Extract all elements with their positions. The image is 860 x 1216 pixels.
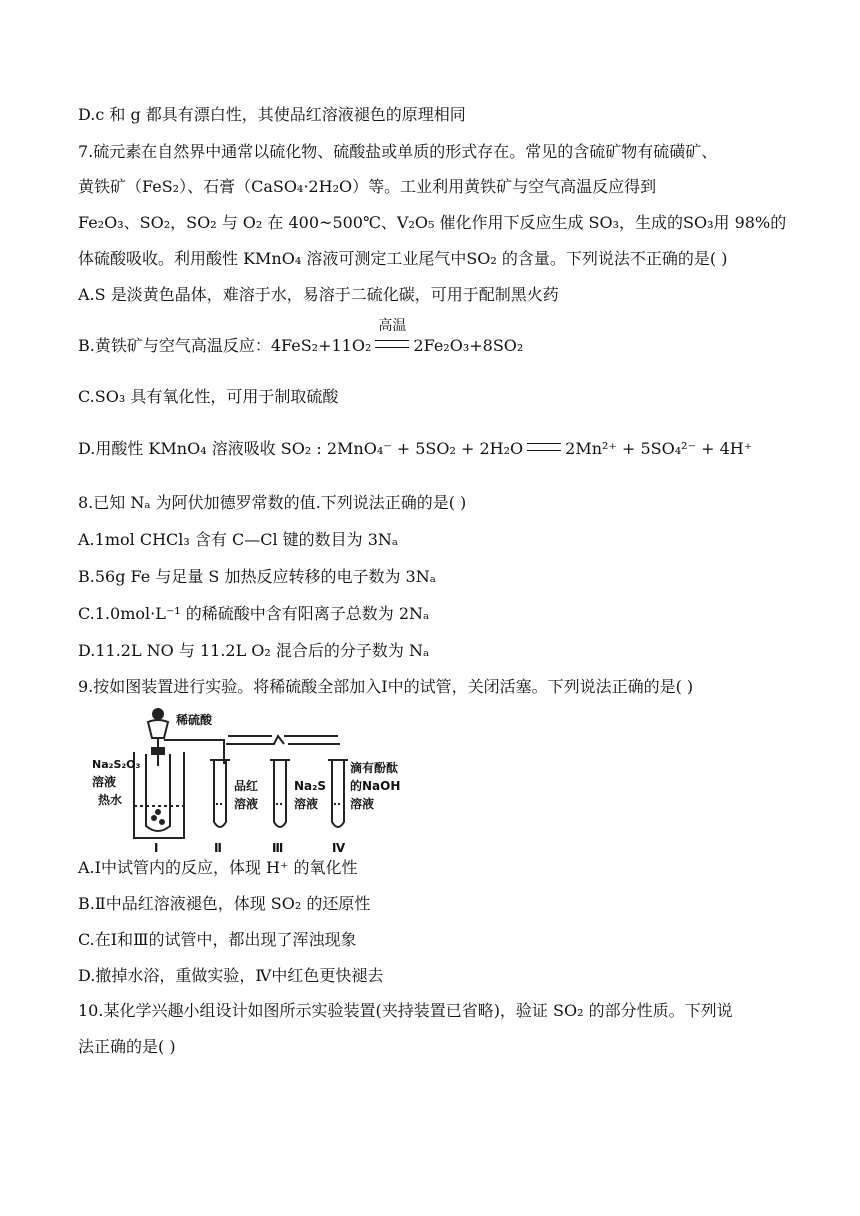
equals-arrow-icon xyxy=(525,438,563,460)
q8-stem: 8.已知 Nₐ 为阿伏加德罗常数的值.下列说法正确的是( ) xyxy=(78,493,467,512)
q7-b-reactants: B.黄铁矿与空气高温反应：4FeS₂+11O₂ xyxy=(78,336,372,355)
q6-option-d: D.c 和 g 都具有漂白性，其使品红溶液褪色的原理相同 xyxy=(78,105,466,124)
acid-label: 稀硫酸 xyxy=(176,713,213,727)
test-tube-3-icon xyxy=(270,760,290,827)
label-III: Ⅲ xyxy=(272,841,284,854)
q8-option-a: A.1mol CHCl₃ 含有 C—Cl 键的数目为 3Nₐ xyxy=(78,530,399,549)
naoh-label-3: 溶液 xyxy=(350,797,375,811)
equals-arrow-icon xyxy=(373,318,411,357)
q7-d-products: 2Mn²⁺ + 5SO₄²⁻ + 4H⁺ xyxy=(565,439,753,458)
q7-d-reactants: D.用酸性 KMnO₄ 溶液吸收 SO₂ : 2MnO₄⁻ + 5SO₂ + 2H₂O xyxy=(78,439,524,458)
q7-option-c: C.SO₃ 具有氧化性，可用于制取硫酸 xyxy=(78,387,339,406)
na2s-label-1: Na₂S xyxy=(294,779,327,793)
test-tube-4-icon xyxy=(328,760,348,827)
hot-water-label: 热水 xyxy=(98,793,123,807)
thio-label-2: 溶液 xyxy=(92,775,117,789)
q7-option-d xyxy=(78,438,800,460)
q10-stem-line-1: 10.某化学兴趣小组设计如图所示实验装置(夹持装置已省略)，验证 SO₂ 的部分性质。下列说 xyxy=(78,1001,733,1020)
q7-stem-line-2: 黄铁矿（FeS₂）、石膏（CaSO₄·2H₂O）等。工业利用黄铁矿与空气高温反应得到 xyxy=(78,177,657,196)
q10-stem-line-2: 法正确的是( ) xyxy=(78,1037,176,1056)
apparatus-figure xyxy=(88,704,418,854)
q7-stem-line-1: 7.硫元素在自然界中通常以硫化物、硫酸盐或单质的形式存在。常见的含硫矿物有硫磺矿、 xyxy=(78,142,718,161)
label-II: Ⅱ xyxy=(214,841,222,854)
naoh-label-2: 的NaOH xyxy=(350,779,401,793)
q9-option-a: A.Ⅰ中试管内的反应，体现 H⁺ 的氧化性 xyxy=(78,858,358,877)
q9-option-c: C.在Ⅰ和Ⅲ的试管中，都出现了浑浊现象 xyxy=(78,930,357,949)
pin-label-1: 品红 xyxy=(234,779,259,793)
thio-label-1: Na₂S₂O₃ xyxy=(92,758,141,771)
q7-option-a: A.S 是淡黄色晶体，难溶于水，易溶于二硫化碳，可用于配制黑火药 xyxy=(78,285,559,304)
dropping-funnel-icon xyxy=(148,709,168,766)
gas-pipes xyxy=(164,736,340,764)
q8-option-d: D.11.2L NO 与 11.2L O₂ 混合后的分子数为 Nₐ xyxy=(78,641,430,660)
na2s-label-2: 溶液 xyxy=(294,797,319,811)
q7-stem-line-3: Fe₂O₃、SO₂，SO₂ 与 O₂ 在 400~500℃、V₂O₅ 催化作用下反应生成 SO₃，生成的SO₃用 98%的 xyxy=(78,213,787,232)
q9-option-b: B.Ⅱ中品红溶液褪色，体现 SO₂ 的还原性 xyxy=(78,894,371,913)
test-tube-2-icon xyxy=(210,760,230,827)
naoh-label-1: 滴有酚酞 xyxy=(350,761,399,775)
q7-option-b xyxy=(78,318,800,357)
label-I: Ⅰ xyxy=(154,841,159,854)
q9-stem: 9.按如图装置进行实验。将稀硫酸全部加入Ⅰ中的试管，关闭活塞。下列说法正确的是( ) xyxy=(78,677,694,696)
pin-label-2: 溶液 xyxy=(234,797,259,811)
q8-option-b: B.56g Fe 与足量 S 加热反应转移的电子数为 3Nₐ xyxy=(78,567,436,586)
q7-stem-line-4: 体硫酸吸收。利用酸性 KMnO₄ 溶液可测定工业尾气中SO₂ 的含量。下列说法不正确的是( ) xyxy=(78,249,728,268)
q7-b-products: 2Fe₂O₃+8SO₂ xyxy=(413,336,524,355)
reaction-condition: 高温 xyxy=(378,318,407,334)
q9-option-d: D.撤掉水浴，重做实验，Ⅳ中红色更快褪去 xyxy=(78,966,384,985)
q8-option-c: C.1.0mol·L⁻¹ 的稀硫酸中含有阳离子总数为 2Nₐ xyxy=(78,604,430,623)
label-IV: Ⅳ xyxy=(332,841,346,854)
